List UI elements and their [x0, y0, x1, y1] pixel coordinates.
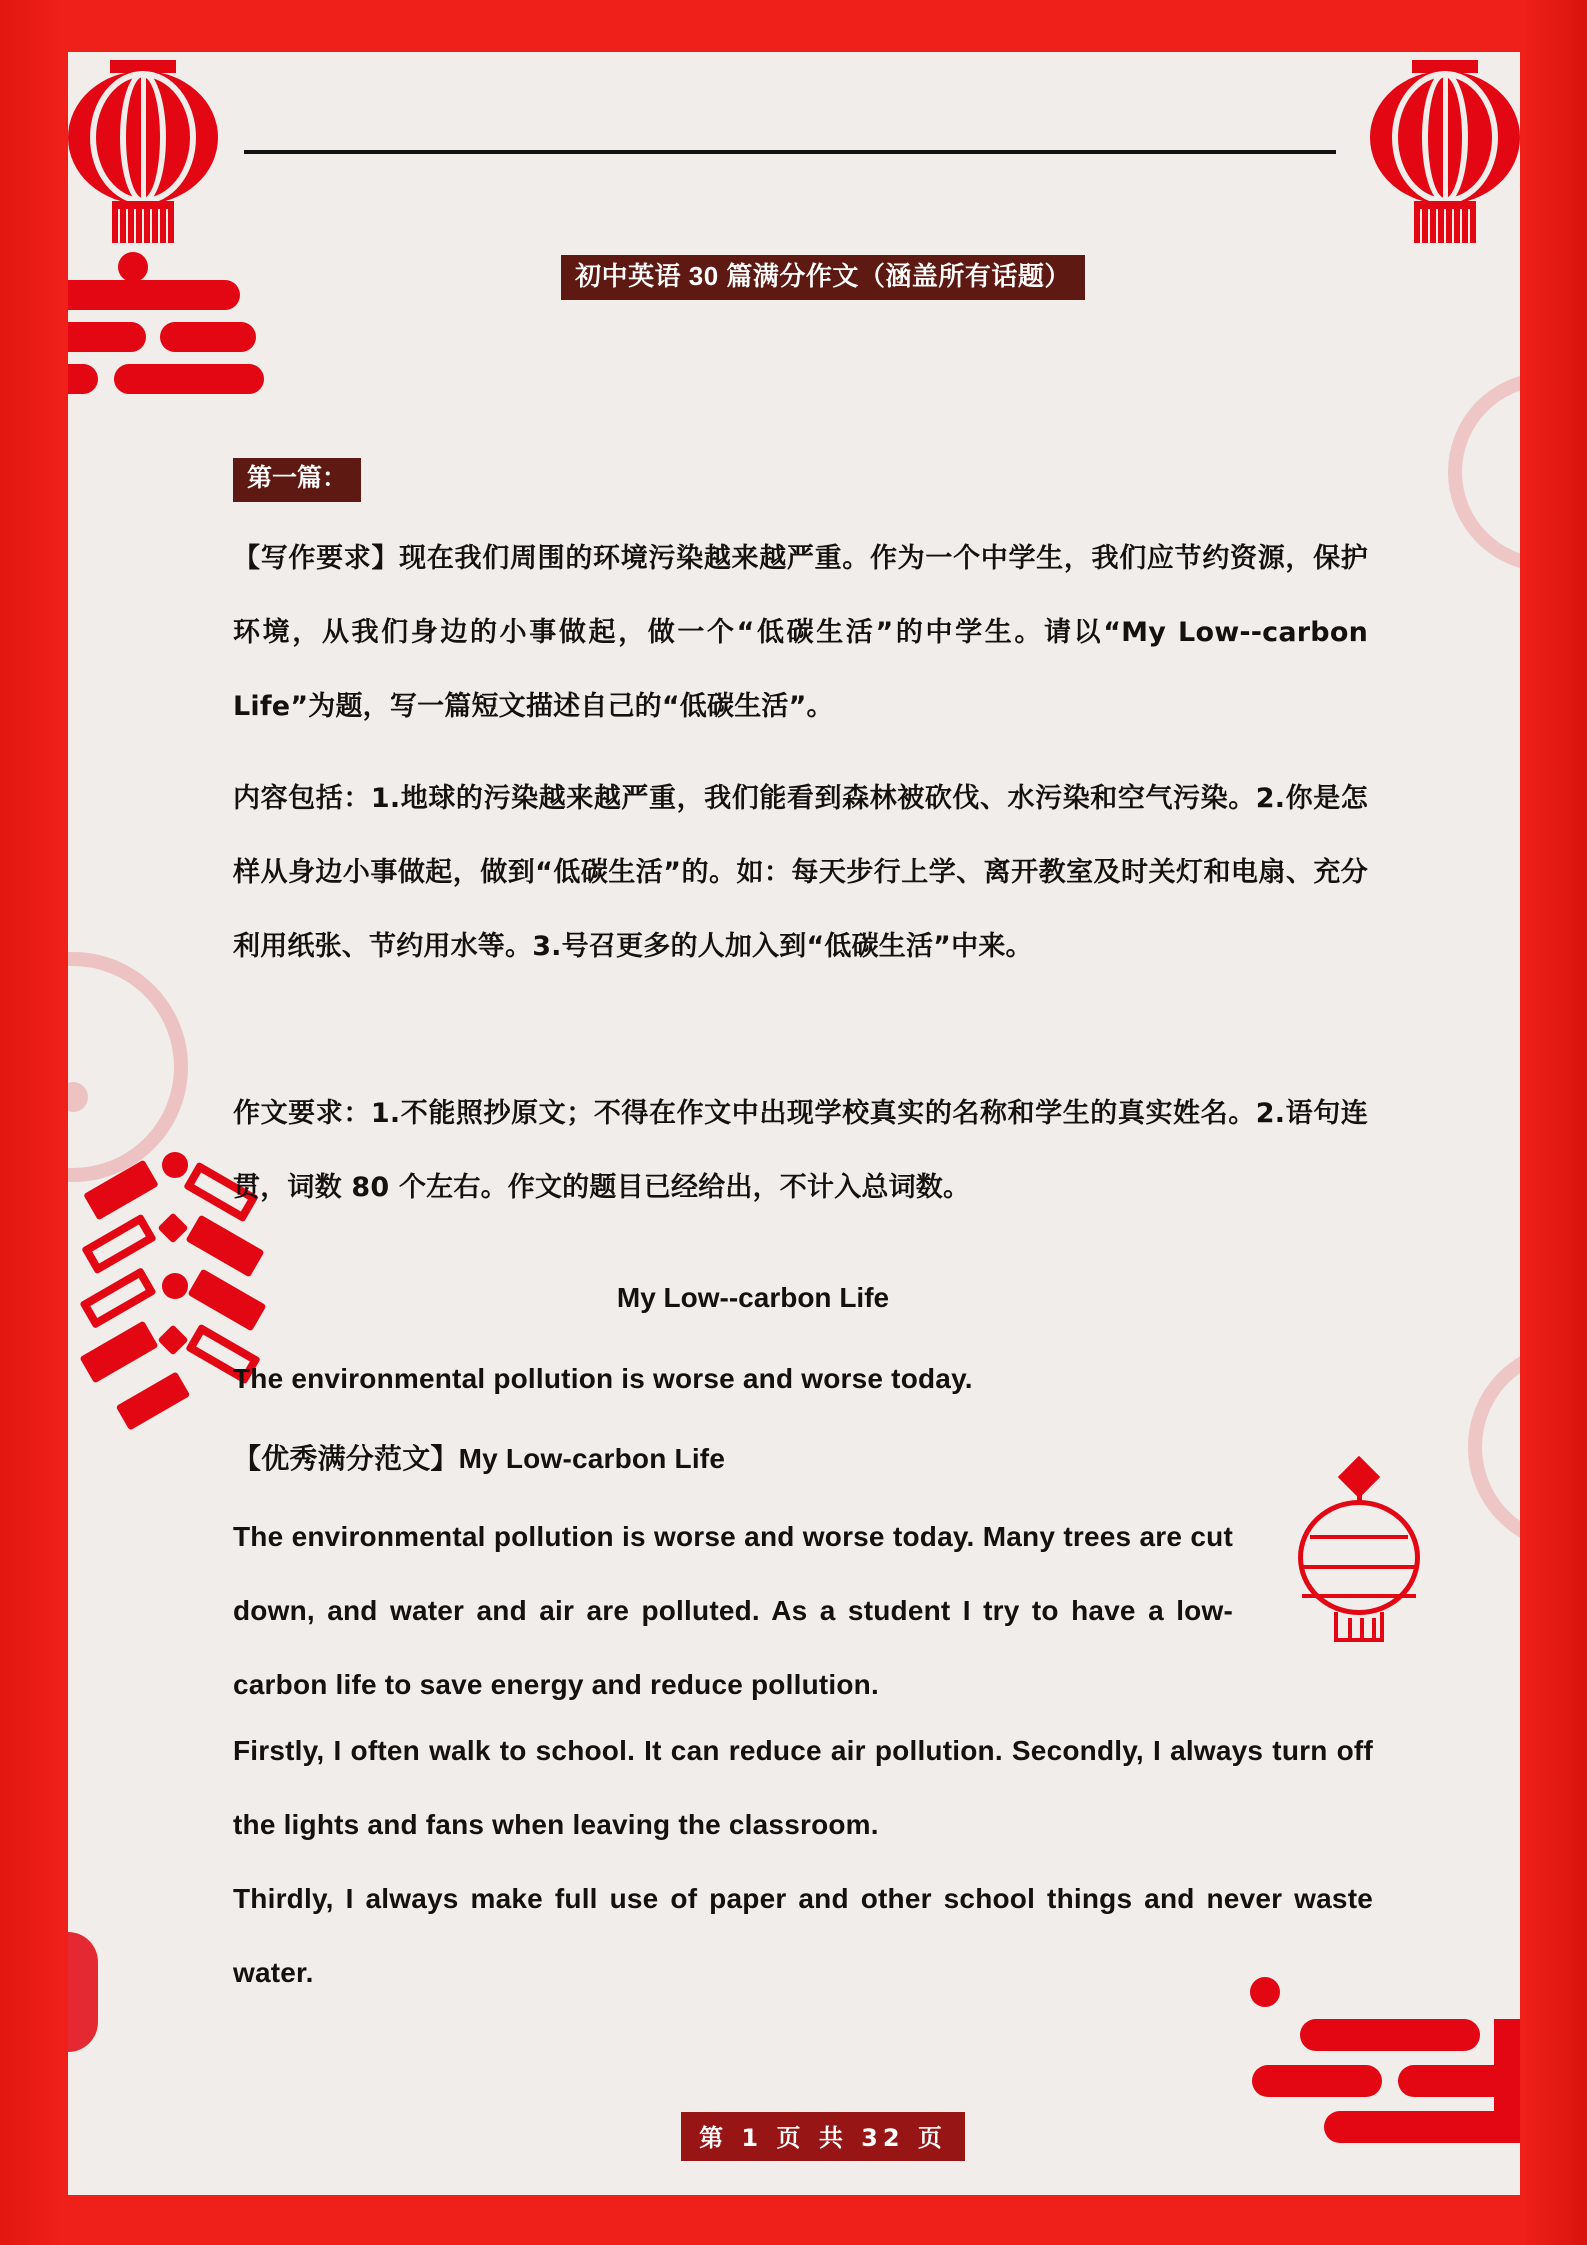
paragraph-model-essay-p1: The environmental pollution is worse and worse today. Many trees are cut down, and water and air are polluted. As a student I try to have a low-carbon life to save energy and reduce pollution. — [233, 1521, 1233, 1700]
essay-heading: My Low--carbon Life — [616, 1282, 890, 1313]
paragraph-opening-line: The environmental pollution is worse and worse today. — [233, 1363, 973, 1394]
page-title: 初中英语 30 篇满分作文（涵盖所有话题） — [561, 255, 1085, 300]
paragraph-essay-rules: 作文要求：1.不能照抄原文；不得在作文中出现学校真实的名称和学生的真实姓名。2.语句连贯，词数 80 个左右。作文的题目已经给出，不计入总词数。 — [233, 1098, 1368, 1203]
paragraph-model-essay-p2: Firstly, I often walk to school. It can reduce air pollution. Secondly, I always turn off the lights and fans when leaving the classroom. — [233, 1735, 1373, 1840]
document-title-container — [228, 255, 1418, 300]
paragraph-model-essay-p3: Thirdly, I always make full use of paper and other school things and never waste water. — [233, 1883, 1373, 1988]
corner-accent-bottom-left — [68, 1932, 98, 2052]
pattern-blob-right — [1448, 372, 1520, 572]
pattern-blob-left — [68, 952, 188, 1182]
header-rule — [244, 150, 1336, 154]
paragraph-writing-requirements: 【写作要求】现在我们周围的环境污染越来越严重。作为一个中学生，我们应节约资源，保护环境，从我们身边的小事做起，做一个“低碳生活”的中学生。请以“My Low--carbon Life”为题，写一篇短文描述自己的“低碳生活”。 — [233, 543, 1368, 722]
document-content — [228, 52, 1418, 2195]
page-number-badge: 第 1 页 共 32 页 — [681, 2112, 965, 2161]
pattern-blob-right-2 — [1468, 1342, 1520, 1552]
paragraph-model-essay-heading: 【优秀满分范文】My Low-carbon Life — [233, 1443, 726, 1474]
paragraph-content-includes: 内容包括：1.地球的污染越来越严重，我们能看到森林被砍伐、水污染和空气污染。2.你是怎样从身边小事做起，做到“低碳生活”的。如：每天步行上学、离开教室及时关灯和电扇、充分利用纸张、节约用水等。3.号召更多的人加入到“低碳生活”中来。 — [233, 783, 1368, 962]
lantern-top-left-icon — [68, 60, 218, 245]
document-paper — [68, 52, 1520, 2195]
page-footer — [228, 2112, 1418, 2161]
dot-decor-left — [118, 252, 148, 282]
section-label-badge: 第一篇： — [233, 458, 361, 502]
pattern-blob-left-dot-2 — [68, 1082, 88, 1112]
